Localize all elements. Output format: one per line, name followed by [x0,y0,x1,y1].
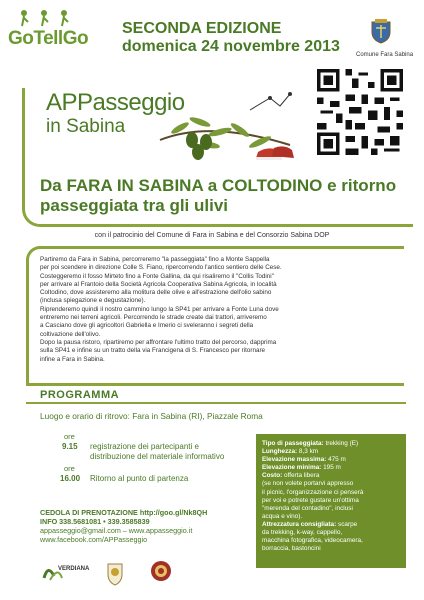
booking-link[interactable]: CEDOLA DI PRENOTAZIONE http://goo.gl/Nk8QH [40,508,208,517]
facebook-link[interactable]: www.facebook.com/APPasseggio [40,535,148,544]
patronage-text: con il patrocinio del Comune di Fara in Sabina e del Consorzio Sabina DOP [94,232,330,239]
meeting-point: Luogo e orario di ritrovo: Fara in Sabina (RI), Piazzale Roma [40,411,263,421]
comune-label: Comune Fara Sabina [356,52,414,58]
app-subtitle: in Sabina [46,116,126,137]
hike-info: Tipo di passeggiata: trekking (E) Lunghezza: 8,3 km Elevazione massima: 475 m Elevazione minima: 195 m Costo: offerta libera (se non volete portarvi appresso il picnic, l'organizzazione ci penserà per voi e potrete gustare un'ottima "merenda del contadino", inclusi acqua e vino). Attrezzatura consigliata: scarpe da trekking, k-way, cappello, macchina fotografica, videocamera, borraccia, bastoncini [262,440,364,553]
ore-label: ore [64,464,75,473]
email-website-link[interactable]: appasseggio@gmail.com – www.appasseggio.it [40,526,193,535]
schedule-item: registrazione dei partecipanti e distribuzione del materiale informativo [90,442,225,461]
verdiana-logo-icon [40,560,84,586]
sponsor-seal-icon [150,560,172,582]
gotellgo-logo: GoTellGo [8,28,89,49]
description: Partiremo da Fara in Sabina, percorreremo "la passeggiata" fino a Monte Sappella per poi scendere in direzione Colle S. Fiano, ripercorrendo l'antico sentiero delle Cese. Costeggeremo il fosso Mirteto fino a Fonte Gallina, da qui risaliremo il "Collis Todini" per arrivare al Frantoio della Società Agricola Cooperativa Sabina Agricola, in località Coltodino, dove assisteremo alla molitura delle olive e all'estrazione dell'olio sabino (inclusa spiegazione e degustazione). Riprenderemo quindi il nostro cammino lungo la SP41 per arrivare a Fonte Luna dove entreremo nei terreni agricoli. Percorrendo le strade create dai trattori, arriveremo a Casciano dove gli agricoltori Gabriella e Imerio ci sveleranno i segreti della coltivazione dell'olivo. Dopo la pausa ristoro, ripartiremo per affrontare l'ultimo tratto del percorso, dapprima sulla SP41 e infine su un tratto della via Francigena di S. Francesco per ritornare infine a Fara in Sabina. [40,256,282,363]
ore-label: ore [64,432,75,441]
phone-info: INFO 338.5681081 • 339.3585839 [40,517,150,526]
time-slot: 9.15 [62,442,78,451]
headline: Da FARA IN SABINA a COLTODINO e ritorno passeggiata tra gli ulivi [40,176,397,215]
hikers-icon [14,8,74,28]
edition-label: SECONDA EDIZIONE [122,20,282,37]
event-date: domenica 24 novembre 2013 [122,38,340,55]
app-title: APPasseggio [46,89,185,116]
comune-crest-icon [370,18,392,44]
programma-divider [26,402,406,404]
schedule-item: Ritorno al punto di partenza [90,474,189,483]
programma-heading: PROGRAMMA [40,389,120,401]
time-slot: 16.00 [60,474,81,483]
verdiana-label: VERDIANA [58,566,90,572]
sponsor-emblem-icon [106,560,124,586]
contacts [40,508,207,544]
olive-branch-illustration [150,90,300,170]
